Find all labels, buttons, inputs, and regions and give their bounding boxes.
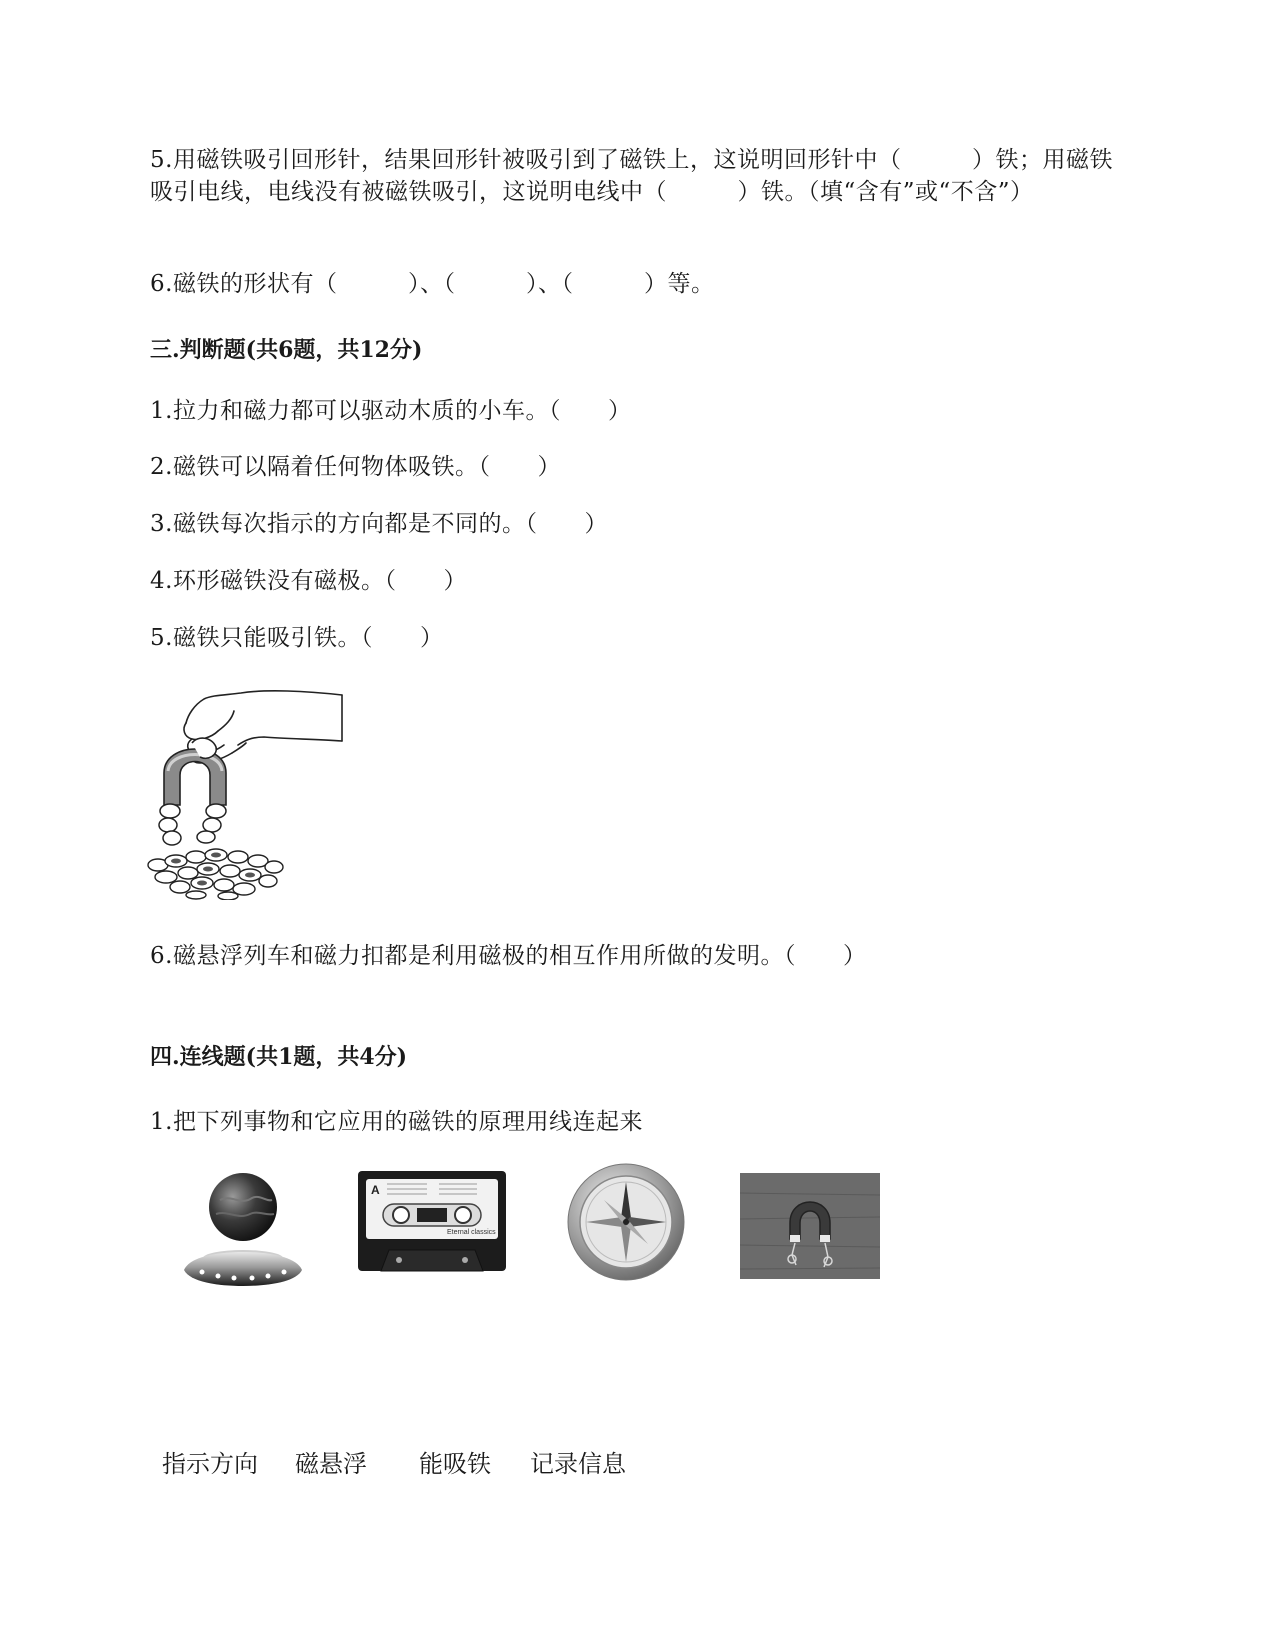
judge-question-3: 3.磁铁每次指示的方向都是不同的。（ ） [150,511,608,537]
match-label-3: 能吸铁 [419,1450,491,1478]
fill-question-5: 5.用磁铁吸引回形针，结果回形针被吸引到了磁铁上，这说明回形针中（ ）铁；用磁铁吸引电线，电线没有被磁铁吸引，这说明电线中（ ）铁。（填“含有”或“不含”） [150,147,1113,205]
hand-holding-magnet-over-paperclips-icon [146,685,346,900]
match-label-1: 指示方向 [162,1450,258,1478]
cassette-caption: Eternal classics [447,1229,496,1236]
judge-question-2: 2.磁铁可以隔着任何物体吸铁。（ ） [150,454,561,480]
section-heading-match: 四.连线题(共1题，共4分) [150,1044,408,1070]
judge-question-5: 5.磁铁只能吸引铁。（ ） [150,625,444,651]
match-label-2: 磁悬浮 [295,1450,367,1478]
cassette-letter: A [371,1183,380,1197]
judge-question-6: 6.磁悬浮列车和磁力扣都是利用磁极的相互作用所做的发明。（ ） [150,943,867,969]
maglev-globe-icon [180,1170,305,1290]
cassette-tape-icon [357,1170,507,1276]
magnet-key-holder-icon [740,1173,880,1279]
judge-question-1: 1.拉力和磁力都可以驱动木质的小车。（ ） [150,398,632,424]
match-question-1: 1.把下列事物和它应用的磁铁的原理用线连起来 [150,1109,643,1135]
judge-question-4: 4.环形磁铁没有磁极。（ ） [150,568,467,594]
match-label-4: 记录信息 [530,1450,626,1478]
fill-question-6: 6.磁铁的形状有（ ）、（ ）、（ ）等。 [150,271,715,297]
compass-icon [564,1160,688,1284]
section-heading-judge: 三.判断题(共6题，共12分) [150,337,423,363]
